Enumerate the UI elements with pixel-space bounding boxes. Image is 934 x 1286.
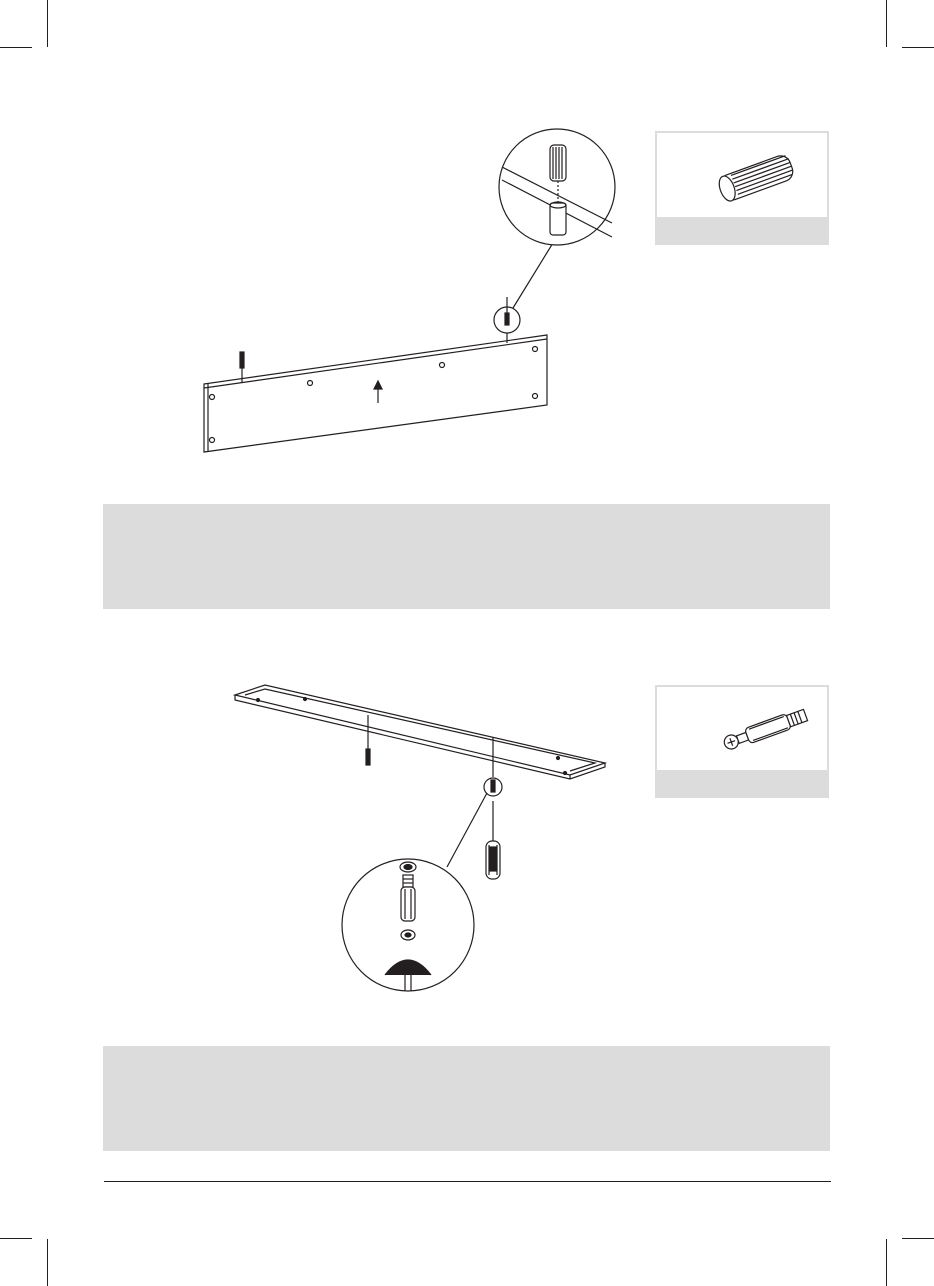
dowel-left <box>240 352 244 382</box>
step1-illustration <box>190 125 630 460</box>
crop-mark-bottom-left <box>0 1238 32 1239</box>
step2-illustration <box>225 675 620 995</box>
board-panel <box>235 685 605 779</box>
crop-mark-top-right <box>886 0 887 47</box>
step2-instruction-panel <box>103 1046 830 1151</box>
step2-part-box <box>655 685 829 798</box>
step1-instruction-panel <box>103 504 830 609</box>
footer-text <box>104 1186 831 1202</box>
crop-mark-bottom-right <box>886 1239 887 1286</box>
step1-part-box <box>655 131 829 245</box>
crop-mark-bottom-left <box>47 1239 48 1286</box>
crop-mark-top-left <box>0 47 32 48</box>
crop-mark-top-left <box>47 0 48 47</box>
step2-part-label <box>657 770 827 796</box>
board-panel <box>204 335 547 452</box>
screwdriver-icon <box>486 801 500 879</box>
step1-part-label <box>657 217 827 243</box>
footer-rule <box>104 1181 831 1182</box>
cam-bolt-icon <box>717 699 817 759</box>
zoom-detail-dowel <box>499 129 615 245</box>
crop-mark-bottom-right <box>902 1238 934 1239</box>
wooden-dowel-icon <box>711 145 801 210</box>
zoom-detail-cam-bolt <box>342 859 474 991</box>
crop-mark-top-right <box>902 47 934 48</box>
